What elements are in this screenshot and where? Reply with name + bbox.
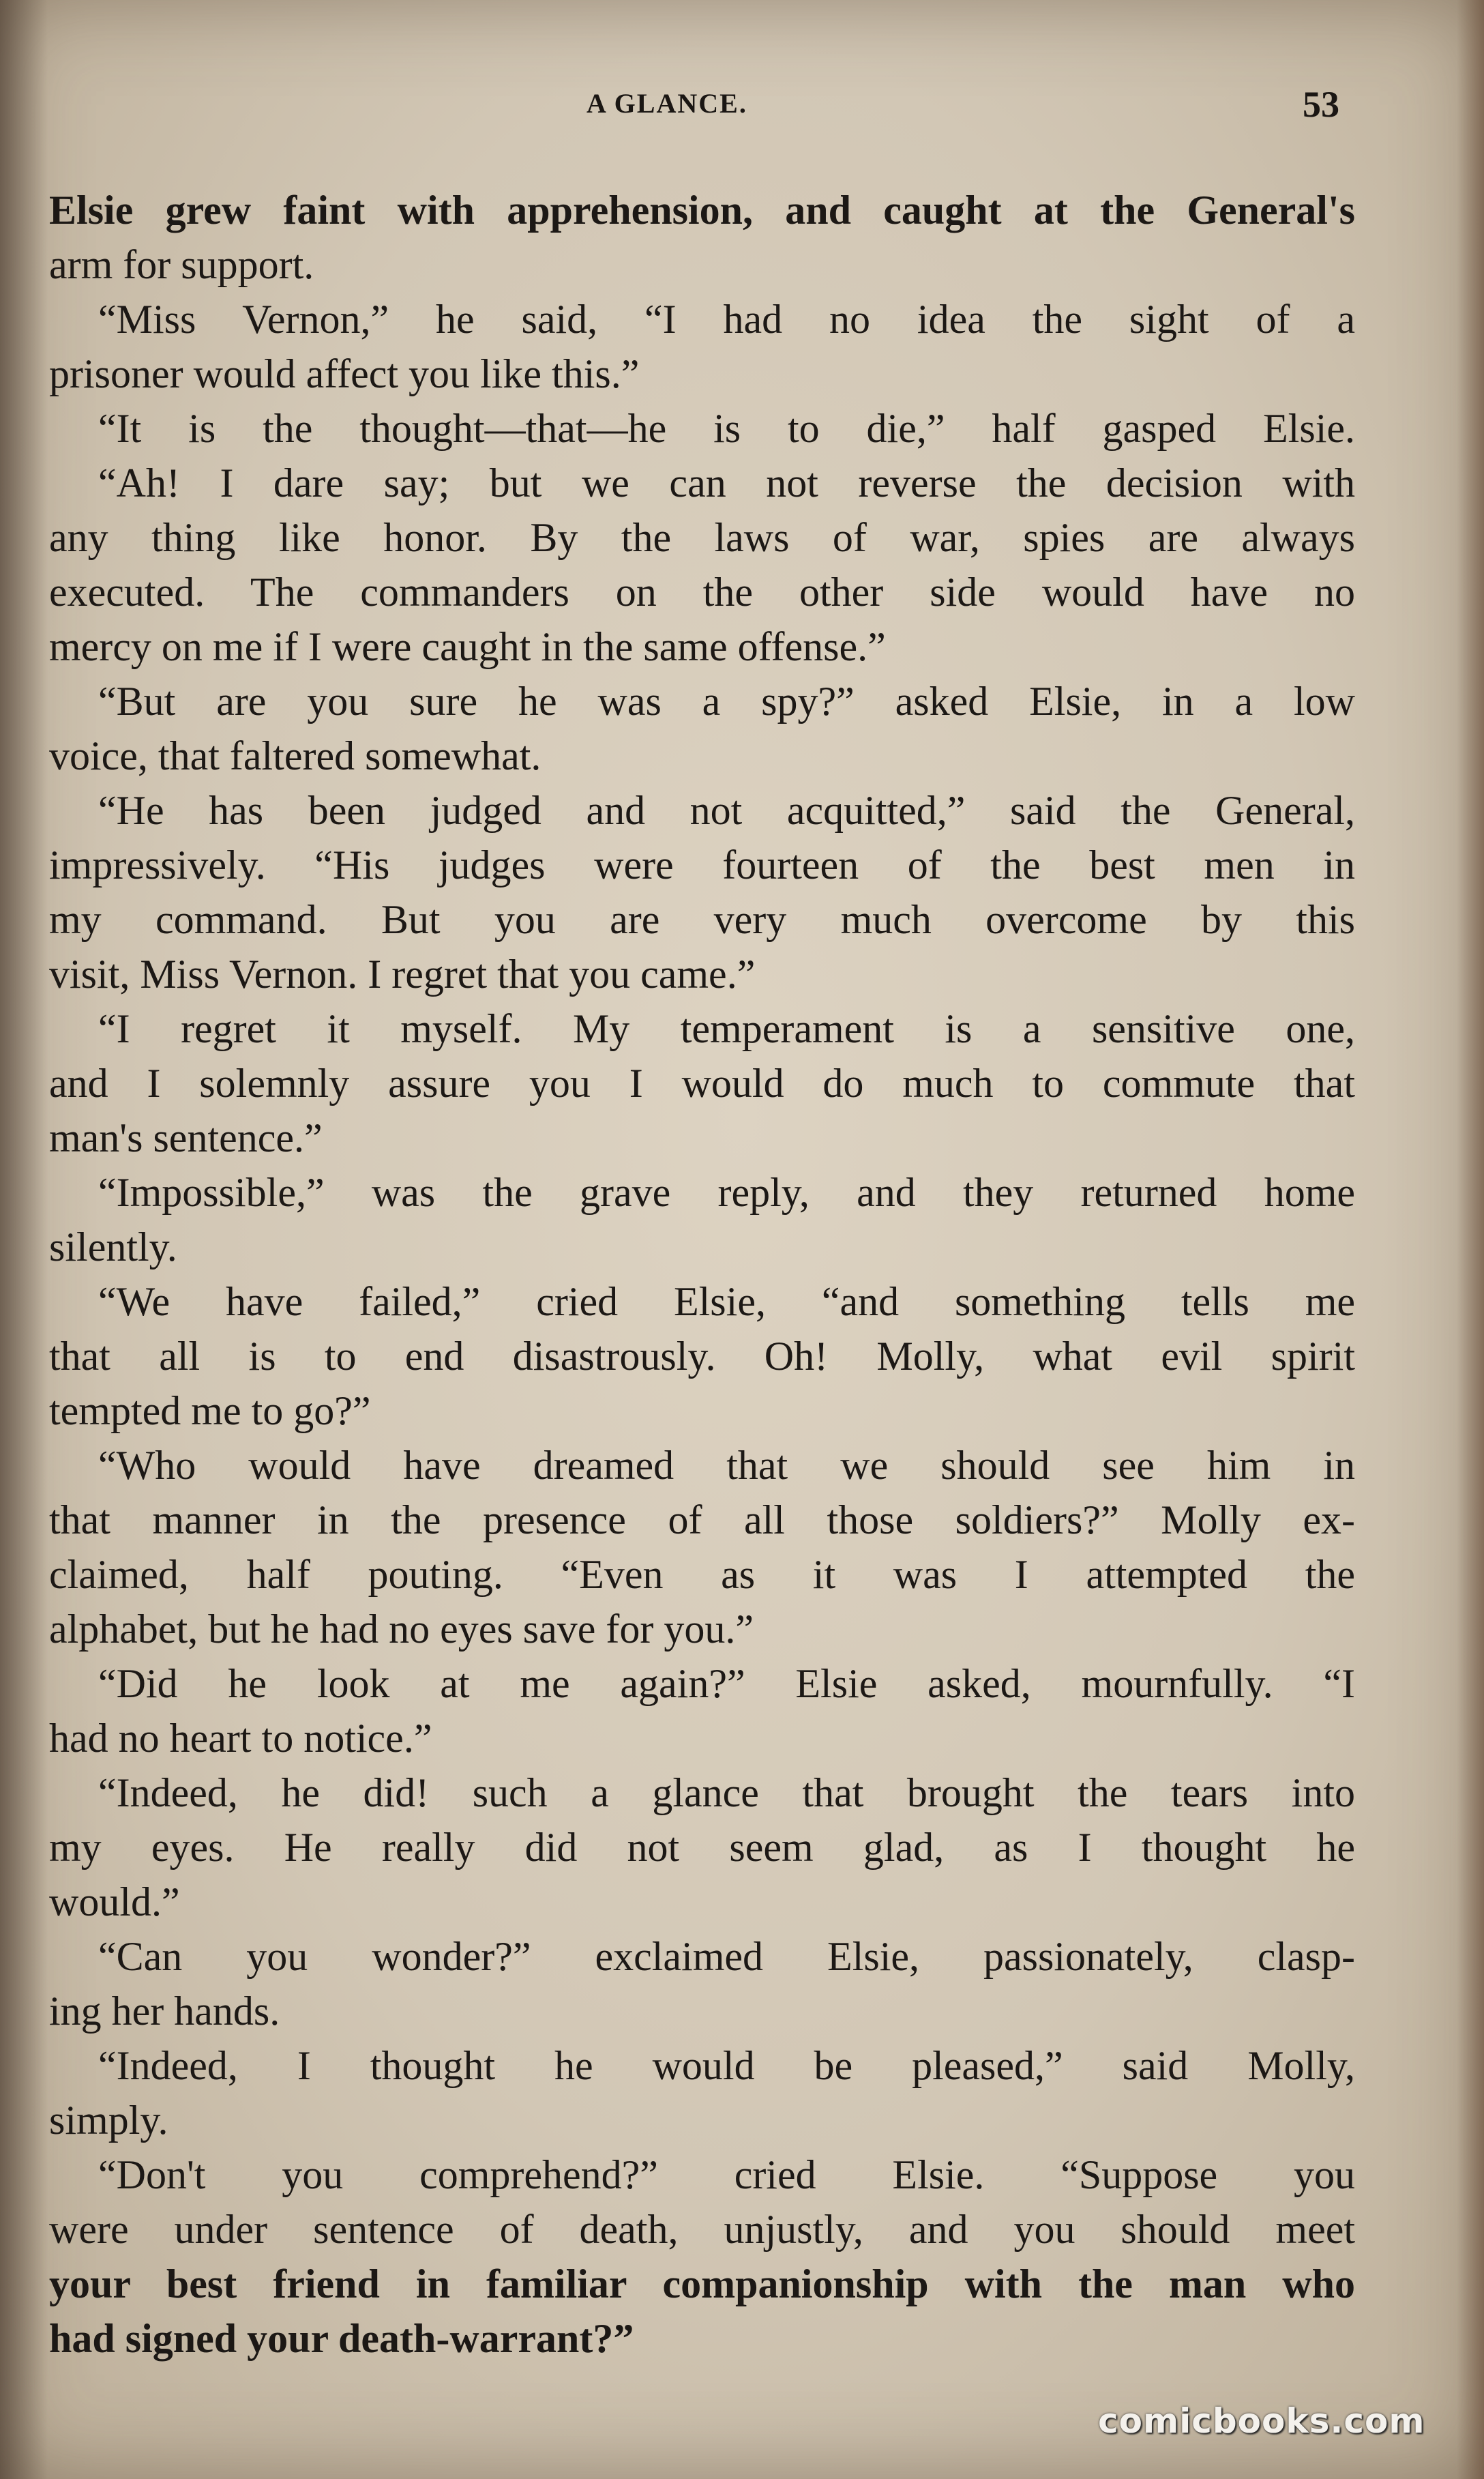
text-line: “It is the thought—that—he is to die,” half gasped Elsie.	[98, 406, 1355, 451]
text-line: ing her hands.	[49, 1989, 280, 2034]
text-line: would.”	[49, 1879, 180, 1924]
text-line: mercy on me if I were caught in the same offense.”	[49, 624, 886, 669]
text-line: “We have failed,” cried Elsie, “and something tells me	[98, 1279, 1355, 1324]
text-line: visit, Miss Vernon. I regret that you came.”	[49, 952, 756, 997]
text-line: my eyes. He really did not seem glad, as I thought he	[49, 1825, 1355, 1870]
text-line: “I regret it myself. My temperament is a sensitive one,	[98, 1006, 1355, 1051]
body-text	[49, 183, 1355, 2366]
text-line: impressively. “His judges were fourteen of the best men in	[49, 842, 1355, 888]
page-number: 53	[1303, 84, 1339, 125]
text-line: tempted me to go?”	[49, 1388, 371, 1433]
text-line: that all is to end disastrously. Oh! Molly, what evil spirit	[49, 1334, 1355, 1379]
text-line: silently.	[49, 1224, 177, 1270]
text-line: “Did he look at me again?” Elsie asked, mournfully. “I	[98, 1661, 1355, 1706]
text-line: voice, that faltered somewhat.	[49, 733, 541, 778]
text-line: Elsie grew faint with apprehension, and caught at the General's	[49, 188, 1355, 233]
text-line: “Impossible,” was the grave reply, and they returned home	[98, 1170, 1355, 1215]
text-line: were under sentence of death, unjustly, and you should meet	[49, 2207, 1355, 2252]
text-line: “But are you sure he was a spy?” asked Elsie, in a low	[98, 679, 1355, 724]
running-head-title: A GLANCE.	[587, 88, 747, 119]
text-line: “Don't you comprehend?” cried Elsie. “Suppose you	[98, 2152, 1355, 2197]
text-line: your best friend in familiar companionship with the man who	[49, 2261, 1355, 2306]
text-line: simply.	[49, 2098, 168, 2143]
text-line: “Indeed, he did! such a glance that brought the tears into	[98, 1770, 1355, 1815]
watermark: comicbooks.com	[1098, 2401, 1425, 2441]
page-edge-shadow	[1457, 0, 1484, 2479]
text-line: had no heart to notice.”	[49, 1716, 432, 1761]
text-line: “Can you wonder?” exclaimed Elsie, passionately, clasp-	[98, 1934, 1355, 1979]
text-line: arm for support.	[49, 242, 314, 287]
text-line: my command. But you are very much overcome by this	[49, 897, 1355, 942]
text-line: “He has been judged and not acquitted,” said the General,	[98, 788, 1355, 833]
text-line: claimed, half pouting. “Even as it was I attempted the	[49, 1552, 1355, 1597]
text-line: prisoner would affect you like this.”	[49, 351, 640, 396]
text-line: “Who would have dreamed that we should see him in	[98, 1443, 1355, 1488]
text-line: “Ah! I dare say; but we can not reverse the decision with	[98, 460, 1355, 505]
running-head	[0, 84, 1484, 135]
text-line: man's sentence.”	[49, 1115, 323, 1160]
text-line: “Miss Vernon,” he said, “I had no idea the sight of a	[98, 297, 1355, 342]
text-line: had signed your death-warrant?”	[49, 2316, 634, 2361]
text-line: that manner in the presence of all those soldiers?” Molly ex-	[49, 1497, 1355, 1542]
text-line: alphabet, but he had no eyes save for you.”	[49, 1607, 754, 1652]
text-line: and I solemnly assure you I would do much to commute that	[49, 1061, 1355, 1106]
spine-shadow	[0, 0, 48, 2479]
text-line: executed. The commanders on the other side would have no	[49, 570, 1355, 615]
text-line: “Indeed, I thought he would be pleased,” said Molly,	[98, 2043, 1355, 2088]
text-line: any thing like honor. By the laws of war, spies are always	[49, 515, 1355, 560]
